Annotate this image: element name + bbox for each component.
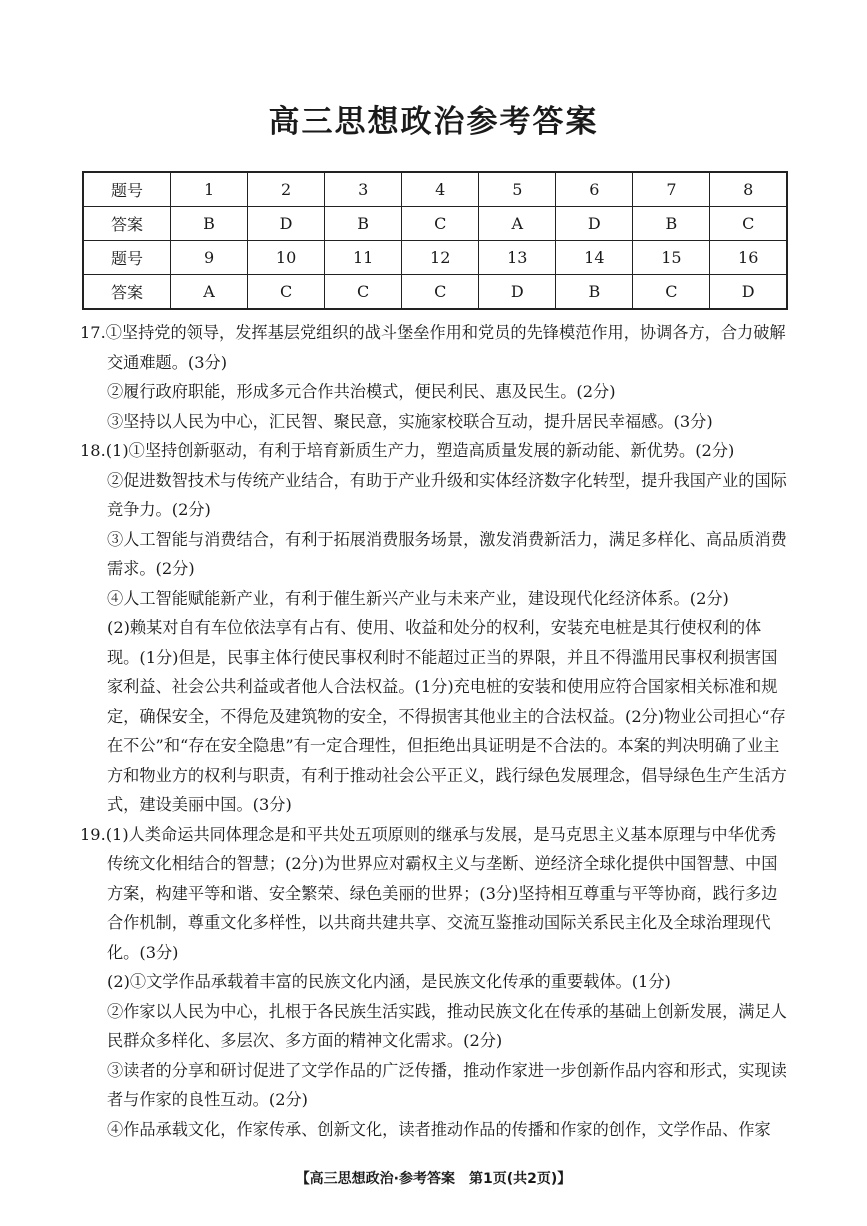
q19-line: ④作品承载文化，作家传承、创新文化，读者推动作品的传播和作家的创作，文学作品、作家 [107,1119,771,1139]
answer-table-cell: 2 [248,172,325,207]
answer-table-cell: 15 [633,241,710,275]
answer-table-cell: C [248,275,325,310]
answer-table-cell: 13 [479,241,556,275]
answer-table-cell: A [171,275,248,310]
q17-line: ③坚持以人民为中心，汇民智、聚民意，实施家校联合互动，提升居民幸福感。(3分) [107,411,713,431]
q18-line: ②促进数智技术与传统产业结合，有助于产业升级和实体经济数字化转型，提升我国产业的国际竞争力。(2分) [107,470,787,519]
answer-table-cell: 5 [479,172,556,207]
q19-line: (2)①文学作品承载着丰富的民族文化内涵，是民族文化传承的重要载体。(1分) [107,972,671,991]
answer-table-cell: B [633,207,710,241]
answer-table-cell: 1 [171,172,248,207]
answer-table-cell: 11 [325,241,402,275]
page-title: 高三思想政治参考答案 [268,104,599,140]
answer-table-row [83,207,787,241]
answer-table-cell: D [248,207,325,241]
answer-table-cell: B [171,207,248,241]
answer-table-cell: D [556,207,633,241]
q17-line: ②履行政府职能，形成多元合作共治模式，便民利民、惠及民生。(2分) [107,382,616,401]
answer-table-cell: 14 [556,241,633,275]
answer-table-row-label: 题号 [83,172,171,207]
q19-line: ②作家以人民为中心，扎根于各民族生活实践，推动民族文化在传承的基础上创新发展，满足人民群众多样化、多层次、多方面的精神文化需求。(2分) [107,1001,787,1050]
answer-table-cell: C [633,275,710,310]
answer-table-cell: B [325,207,402,241]
answer-table-cell: D [710,275,787,310]
answer-table [82,171,788,310]
answer-table-row-label: 答案 [83,207,171,241]
page-footer: 【高三思想政治·参考答案 第1页(共2页)】 [295,1171,572,1187]
answer-table-cell: 6 [556,172,633,207]
answer-table-row-label: 答案 [83,275,171,310]
q18-line: (2)赖某对自有车位依法享有占有、使用、收益和处分的权利，安装充电桩是其行使权利的体现。(1分)但是，民事主体行使民事权利时不能超过正当的界限，并且不得滥用民事权利损害国家利益、社会公共利益或者他人合法权益。(1分)充电桩的安装和使用应符合国家相关标准和规定，确保安全，不得危及建筑物的安全，不得损害其他业主的合法权益。(2分)物业公司担心“存在不公”和“存在安全隐患”有一定合理性，但拒绝出具证明是不合法的。本案的判决明确了业主方和物业方的权利与职责，有利于推动社会公平正义，践行绿色发展理念，倡导绿色生产生活方式，建设美丽中国。(3分) [107,618,787,814]
answer-table-cell: C [325,275,402,310]
answer-table-row [83,275,787,310]
answer-content [80,318,792,1144]
answer-table-cell: B [556,275,633,310]
answer-table-cell: 8 [710,172,787,207]
q19-line: 19.(1)人类命运共同体理念是和平共处五项原则的继承与发展，是马克思主义基本原理与中华优秀传统文化相结合的智慧；(2分)为世界应对霸权主义与垄断、逆经济全球化提供中国智慧、中国方案，构建平等和谐、安全繁荣、绿色美丽的世界；(3分)坚持相互尊重与平等协商，践行多边合作机制，尊重文化多样性，以共商共建共享、交流互鉴推动国际关系民主化及全球治理现代化。(3分) [80,824,778,962]
q18-line: 18.(1)①坚持创新驱动，有利于培育新质生产力，塑造高质量发展的新动能、新优势。(2分) [80,441,735,460]
answer-table-cell: D [479,275,556,310]
q18-line: ④人工智能赋能新产业，有利于催生新兴产业与未来产业，建设现代化经济体系。(2分) [107,588,729,608]
answer-table-row [83,241,787,275]
q19-line: ③读者的分享和研讨促进了文学作品的广泛传播，推动作家进一步创新作品内容和形式，实现读者与作家的良性互动。(2分) [107,1060,787,1109]
answer-table-cell: A [479,207,556,241]
answer-table-cell: 10 [248,241,325,275]
answer-table-cell: 12 [402,241,479,275]
answer-table-cell: 3 [325,172,402,207]
q18-line: ③人工智能与消费结合，有利于拓展消费服务场景，激发消费新活力，满足多样化、高品质消费需求。(2分) [107,529,787,578]
answer-table-row [83,172,787,207]
answer-table-cell: 4 [402,172,479,207]
answer-table-cell: C [710,207,787,241]
answer-table-cell: C [402,207,479,241]
q17-line: 17.①坚持党的领导，发挥基层党组织的战斗堡垒作用和党员的先锋模范作用，协调各方，合力破解交通难题。(3分) [80,323,786,372]
answer-table-cell: C [402,275,479,310]
answer-table-cell: 7 [633,172,710,207]
answer-table-row-label: 题号 [83,241,171,275]
answer-table-cell: 16 [710,241,787,275]
answer-table-cell: 9 [171,241,248,275]
